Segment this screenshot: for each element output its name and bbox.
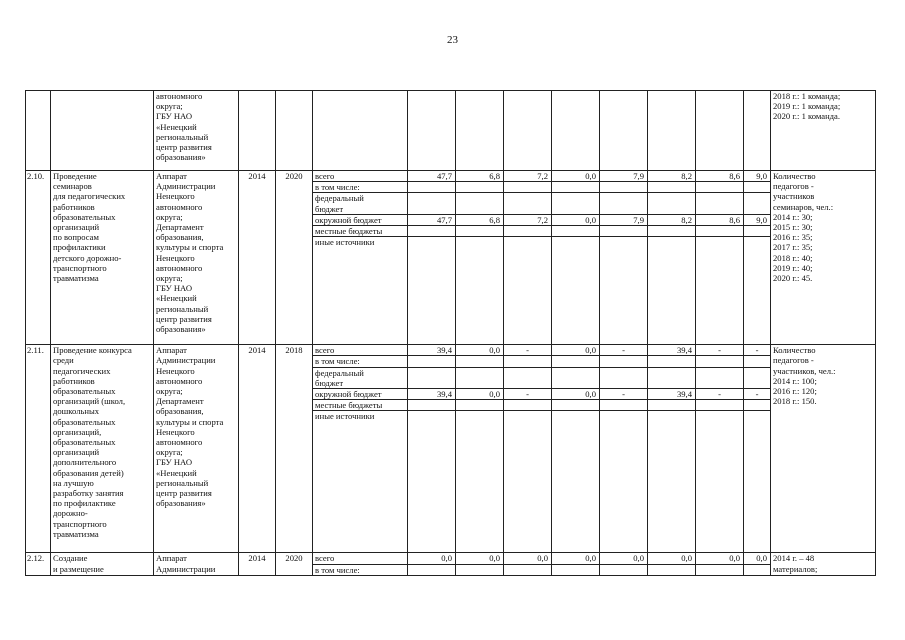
cell-value — [696, 91, 744, 171]
cell-start — [239, 91, 276, 171]
cell-value — [744, 237, 771, 345]
cell-value: - — [744, 389, 771, 400]
cell-value: 8,2 — [648, 214, 696, 225]
cell-value — [552, 226, 600, 237]
cell-name: Создание и размещение — [51, 553, 154, 575]
cell-value — [600, 182, 648, 193]
cell-value — [696, 411, 744, 553]
cell-source: окружной бюджет — [313, 389, 408, 400]
cell-value: 0,0 — [648, 553, 696, 564]
cell-value — [744, 564, 771, 575]
cell-value — [504, 226, 552, 237]
cell-value — [408, 411, 456, 553]
table-row — [26, 553, 876, 564]
cell-value — [600, 367, 648, 388]
cell-value: 0,0 — [696, 553, 744, 564]
cell-value: 0,0 — [456, 553, 504, 564]
cell-value — [648, 193, 696, 214]
cell-value: - — [696, 389, 744, 400]
cell-source: местные бюджеты — [313, 400, 408, 411]
cell-value: 0,0 — [552, 345, 600, 356]
cell-value — [408, 91, 456, 171]
cell-value: 9,0 — [744, 171, 771, 182]
cell-value — [408, 367, 456, 388]
cell-value — [456, 237, 504, 345]
cell-source: всего — [313, 553, 408, 564]
cell-value — [600, 564, 648, 575]
cell-value: 0,0 — [408, 553, 456, 564]
cell-value: - — [600, 389, 648, 400]
cell-value — [648, 91, 696, 171]
cell-value — [456, 400, 504, 411]
cell-value — [696, 564, 744, 575]
cell-source: в том числе: — [313, 564, 408, 575]
cell-value: 39,4 — [648, 345, 696, 356]
cell-value: - — [504, 389, 552, 400]
cell-name: Проведение семинаров для педагогических работников образовательных организаций по вопросам профилактики детского дорожно- транспортного травматизма — [51, 171, 154, 345]
cell-source: иные источники — [313, 411, 408, 553]
cell-value: 39,4 — [408, 345, 456, 356]
cell-value: 0,0 — [456, 345, 504, 356]
cell-code: 2.10. — [26, 171, 51, 345]
cell-source: всего — [313, 345, 408, 356]
cell-value — [552, 193, 600, 214]
cell-value: 0,0 — [552, 214, 600, 225]
cell-source: всего — [313, 171, 408, 182]
cell-value: 0,0 — [456, 389, 504, 400]
cell-start: 2014 — [239, 553, 276, 575]
cell-value — [648, 356, 696, 367]
cell-value — [504, 91, 552, 171]
cell-value — [456, 564, 504, 575]
table-row — [26, 345, 876, 356]
cell-value — [552, 237, 600, 345]
cell-value — [600, 400, 648, 411]
cell-value — [504, 411, 552, 553]
cell-value — [744, 411, 771, 553]
cell-value — [552, 367, 600, 388]
cell-value — [456, 193, 504, 214]
cell-value — [456, 411, 504, 553]
cell-value: 39,4 — [648, 389, 696, 400]
cell-value — [504, 564, 552, 575]
cell-value — [648, 182, 696, 193]
cell-value — [648, 367, 696, 388]
cell-value — [504, 400, 552, 411]
cell-value: 9,0 — [744, 214, 771, 225]
cell-source: федеральный бюджет — [313, 193, 408, 214]
cell-value — [456, 226, 504, 237]
cell-value: 8,2 — [648, 171, 696, 182]
cell-executor: Аппарат Администрации Ненецкого автономного округа; Департамент образования, культуры и спорта Ненецкого автономного округа; ГБУ НАО «Ненецкий региональный центр развития образования» — [154, 171, 239, 345]
cell-source — [313, 91, 408, 171]
table-row — [26, 171, 876, 182]
cell-value — [552, 400, 600, 411]
cell-value — [600, 237, 648, 345]
cell-value — [600, 193, 648, 214]
cell-value — [504, 367, 552, 388]
cell-value — [504, 193, 552, 214]
cell-value — [504, 237, 552, 345]
cell-value — [552, 182, 600, 193]
cell-value: - — [696, 345, 744, 356]
cell-value — [456, 367, 504, 388]
cell-value — [408, 400, 456, 411]
cell-value — [600, 226, 648, 237]
cell-value — [744, 400, 771, 411]
cell-value — [648, 564, 696, 575]
cell-value — [696, 182, 744, 193]
cell-value — [648, 226, 696, 237]
cell-value — [552, 356, 600, 367]
cell-source: местные бюджеты — [313, 226, 408, 237]
cell-value — [552, 411, 600, 553]
cell-executor: автономного округа; ГБУ НАО «Ненецкий региональный центр развития образования» — [154, 91, 239, 171]
cell-value: 0,0 — [552, 171, 600, 182]
cell-value — [696, 400, 744, 411]
cell-value: 7,9 — [600, 171, 648, 182]
cell-value — [408, 356, 456, 367]
cell-value — [408, 237, 456, 345]
cell-value — [600, 356, 648, 367]
cell-value — [696, 367, 744, 388]
cell-result: Количество педагогов - участников семинаров, чел.: 2014 г.: 30; 2015 г.: 30; 2016 г.: 35; 2017 г.: 35; 2018 г.: 40; 2019 г.: 40; 2020 г.: 45. — [771, 171, 876, 345]
cell-value — [648, 400, 696, 411]
cell-value: 47,7 — [408, 171, 456, 182]
cell-source: в том числе: — [313, 182, 408, 193]
cell-value: 39,4 — [408, 389, 456, 400]
cell-code: 2.11. — [26, 345, 51, 553]
cell-result: 2014 г. – 48 материалов; — [771, 553, 876, 575]
cell-value — [408, 182, 456, 193]
cell-value — [600, 91, 648, 171]
table-row-continuation — [26, 91, 876, 171]
cell-end: 2020 — [276, 553, 313, 575]
cell-end: 2020 — [276, 171, 313, 345]
cell-value: 0,0 — [552, 389, 600, 400]
cell-value: 0,0 — [504, 553, 552, 564]
cell-value: 7,2 — [504, 214, 552, 225]
cell-executor: Аппарат Администрации Ненецкого автономного округа; Департамент образования, культуры и спорта Ненецкого автономного округа; ГБУ НАО «Ненецкий региональный центр развития образования» — [154, 345, 239, 553]
cell-value — [456, 91, 504, 171]
cell-value — [504, 182, 552, 193]
cell-result: 2018 г.: 1 команда; 2019 г.: 1 команда; 2020 г.: 1 команда. — [771, 91, 876, 171]
program-table — [25, 90, 876, 576]
cell-value — [648, 237, 696, 345]
table-body — [26, 91, 876, 576]
cell-value — [696, 237, 744, 345]
cell-value — [744, 91, 771, 171]
cell-start: 2014 — [239, 171, 276, 345]
cell-value — [744, 356, 771, 367]
cell-value — [552, 564, 600, 575]
cell-name — [51, 91, 154, 171]
cell-value — [696, 226, 744, 237]
cell-value — [648, 411, 696, 553]
cell-value: 7,9 — [600, 214, 648, 225]
cell-value — [456, 356, 504, 367]
cell-source: окружной бюджет — [313, 214, 408, 225]
cell-code — [26, 91, 51, 171]
cell-value — [408, 564, 456, 575]
cell-value: 6,8 — [456, 171, 504, 182]
cell-start: 2014 — [239, 345, 276, 553]
cell-value: 0,0 — [600, 553, 648, 564]
cell-value — [504, 356, 552, 367]
cell-name: Проведение конкурса среди педагогических работников образовательных организаций (школ, дошкольных образовательных организаций, образовательных организаций дополнительного образования детей) на лучшую разработку занятия по профилактике дорожно- транспортного травматизма — [51, 345, 154, 553]
cell-value: - — [744, 345, 771, 356]
cell-value — [696, 193, 744, 214]
cell-source: иные источники — [313, 237, 408, 345]
cell-value: - — [504, 345, 552, 356]
cell-value — [408, 193, 456, 214]
cell-value: 0,0 — [744, 553, 771, 564]
page-number: 23 — [447, 34, 458, 46]
cell-result: Количество педагогов - участников, чел.: 2014 г.: 100; 2016 г.: 120; 2018 г.: 150. — [771, 345, 876, 553]
cell-value: 8,6 — [696, 171, 744, 182]
cell-value — [456, 182, 504, 193]
cell-value: 6,8 — [456, 214, 504, 225]
cell-value: 0,0 — [552, 553, 600, 564]
cell-code: 2.12. — [26, 553, 51, 575]
cell-value — [696, 356, 744, 367]
cell-source: федеральный бюджет — [313, 367, 408, 388]
cell-value — [744, 193, 771, 214]
cell-value: 7,2 — [504, 171, 552, 182]
cell-value: 8,6 — [696, 214, 744, 225]
cell-executor: Аппарат Администрации — [154, 553, 239, 575]
cell-value — [744, 226, 771, 237]
cell-value — [552, 91, 600, 171]
cell-end: 2018 — [276, 345, 313, 553]
cell-value — [408, 226, 456, 237]
cell-source: в том числе: — [313, 356, 408, 367]
cell-value — [600, 411, 648, 553]
cell-value — [744, 182, 771, 193]
cell-value — [744, 367, 771, 388]
cell-value: - — [600, 345, 648, 356]
cell-end — [276, 91, 313, 171]
cell-value: 47,7 — [408, 214, 456, 225]
